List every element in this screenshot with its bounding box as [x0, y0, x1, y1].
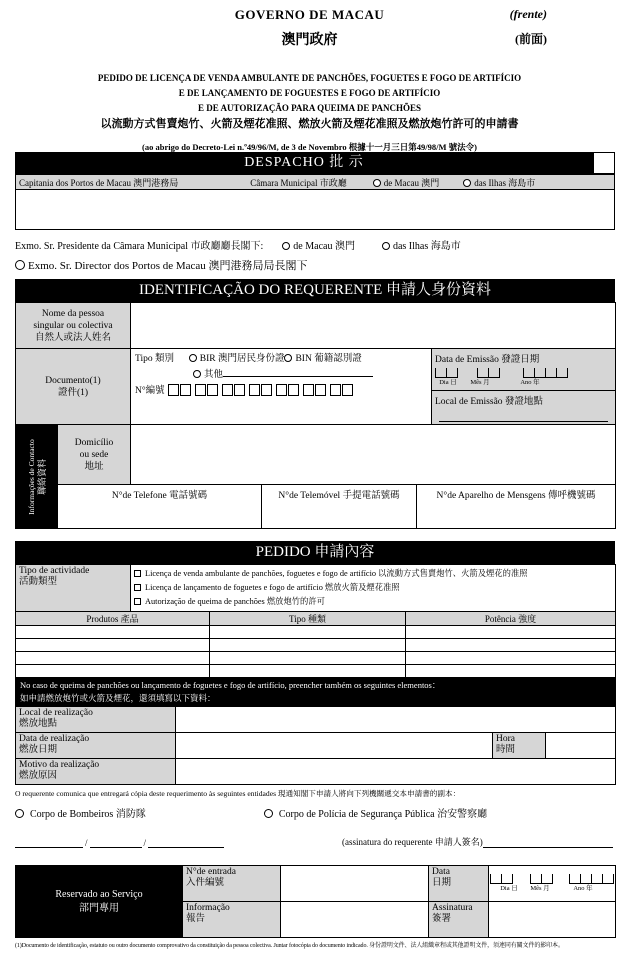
- date-month-field[interactable]: [90, 837, 142, 848]
- radio-bombeiros[interactable]: Corpo de Bombeiros 消防隊: [15, 805, 146, 819]
- data-emissao-label: Data de Emissão 發證日期: [435, 355, 540, 365]
- reservado-title: Reservado ao Serviço 部門專用: [16, 866, 183, 938]
- date-year-field[interactable]: [148, 837, 224, 848]
- product-cell[interactable]: [210, 665, 406, 678]
- telefone-label: N°de Telefone 電話號碼: [111, 491, 208, 501]
- frente-label-zh: (前面): [515, 32, 547, 46]
- footnote: (1)Documento de identificação, estatuto ou outro documento comprovativo da constituição da pessoa colectiva. Juntar fotocópia do documento indicado. 身份證明文件、法人組織章程或其他證明文件，須連同有關文件的影印本。: [15, 943, 564, 949]
- data-realizacao-input[interactable]: [176, 733, 493, 759]
- data-emissao-boxes[interactable]: [435, 368, 612, 378]
- product-cell[interactable]: [210, 626, 406, 639]
- form-title-line1: PEDIDO DE LICENÇA DE VENDA AMBULANTE DE PANCHÕES, FOGUETES E FOGO DE ARTIFÍCIO: [97, 73, 522, 83]
- dia-boxes[interactable]: [490, 874, 513, 884]
- form-title-line2: E DE LANÇAMENTO DE FOGUESTES E FOGO DE ARTIFÍCIO: [178, 88, 441, 98]
- signature-row: / / (assinatura do requerente 申請人簽名): [15, 835, 615, 848]
- radio-icon[interactable]: [382, 242, 390, 250]
- government-title-zh: 澳門政府: [281, 33, 338, 48]
- form-title: [0, 71, 619, 132]
- numero-label: N°編號: [135, 386, 165, 396]
- radio-outros[interactable]: 其他: [193, 370, 223, 380]
- addressee-line-director: Exmo. Sr. Director dos Portos de Macau 澳門港務局局長閣下: [15, 257, 615, 273]
- despacho-write-area[interactable]: [15, 190, 615, 230]
- product-cell[interactable]: [406, 639, 616, 652]
- domicilio-input-cell[interactable]: [131, 425, 616, 485]
- ano-boxes[interactable]: [569, 874, 614, 884]
- entities-row: [15, 805, 615, 819]
- despacho-corner-box[interactable]: [593, 152, 615, 174]
- entrada-label: N°de entrada 入件編號: [183, 866, 281, 902]
- frente-label: (frente): [509, 7, 547, 21]
- option-queima[interactable]: Autorização de queima de panchões 燃放炮竹的許可: [134, 595, 612, 609]
- product-cell[interactable]: [16, 639, 210, 652]
- checkbox-icon[interactable]: [134, 598, 141, 605]
- identificacao-section-bar: IDENTIFICAÇÃO DO REQUERENTE 申請人身份資料: [15, 279, 615, 302]
- local-emissao-label: Local de Emissão 發證地點: [435, 397, 543, 407]
- tipo-label: Tipo 類別: [135, 354, 174, 364]
- radio-bin[interactable]: BIN 葡籍認別證: [284, 354, 361, 364]
- emissao-cell: [432, 349, 616, 425]
- produtos-table: [15, 611, 616, 707]
- motivo-input[interactable]: [176, 759, 616, 785]
- header-row-2: [0, 29, 619, 48]
- despacho-section-bar: [15, 152, 615, 174]
- entrada-input[interactable]: [281, 866, 429, 902]
- radio-icon[interactable]: [284, 354, 292, 362]
- queima-note: No caso de queima de panchões ou lançamento de foguetes e fogo de artifício, preencher também os seguintes elementos： 如申請燃放炮竹或火箭及煙花，還須填寫以下資料：: [16, 678, 616, 707]
- data-realizacao-label: Data de realização 燃放日期: [16, 733, 176, 759]
- assinatura-requerente-label: (assinatura do requerente 申請人簽名): [342, 837, 483, 847]
- outros-input-line[interactable]: [223, 367, 373, 377]
- product-cell[interactable]: [16, 652, 210, 665]
- local-emissao-input-line[interactable]: [439, 409, 608, 422]
- option-lancamento[interactable]: Licença de lançamento de foguetes e fogo de artifício 燃放火箭及煙花准照: [134, 581, 612, 595]
- radio-director-portos[interactable]: [15, 260, 25, 270]
- reservado-assinatura-label: Assinatura 簽署: [429, 902, 489, 938]
- camara-label: Câmara Municipal 市政廳: [250, 177, 347, 188]
- addressee-line-presidente: Exmo. Sr. Presidente da Câmara Municipal 市政廳廳長閣下: de Macau 澳門 das Ilhas 海島市: [15, 241, 461, 252]
- product-cell[interactable]: [406, 652, 616, 665]
- pedido-section-bar: PEDIDO 申請內容: [15, 541, 615, 564]
- reservado-date-boxes[interactable]: [489, 866, 616, 902]
- hora-label: Hora 時間: [493, 733, 546, 759]
- radio-icon[interactable]: [463, 179, 471, 187]
- radio-das-ilhas[interactable]: das Ilhas 海島市: [463, 176, 535, 189]
- col-produtos: Produtos 產品: [16, 612, 210, 626]
- radio-presidente-macau[interactable]: de Macau 澳門: [282, 241, 355, 252]
- radio-bir[interactable]: BIR 澳門居民身份證: [189, 354, 285, 364]
- nome-label: Nome da pessoa singular ou colectiva 自然人或法人姓名: [16, 303, 131, 349]
- date-unit-labels: Dia 日 Mês 月 Ano 年: [500, 885, 593, 892]
- checkbox-icon[interactable]: [134, 584, 141, 591]
- pager-label: N°de Aparelho de Mensgens 傳呼機號碼: [436, 491, 596, 501]
- radio-icon[interactable]: [15, 809, 24, 818]
- radio-icon[interactable]: [282, 242, 290, 250]
- product-cell[interactable]: [406, 665, 616, 678]
- hora-input[interactable]: [546, 733, 616, 759]
- radio-policia[interactable]: Corpo de Polícia de Segurança Pública 治安警察廳: [264, 805, 487, 819]
- telemovel-cell[interactable]: [262, 485, 417, 529]
- reservado-table: [15, 865, 616, 938]
- motivo-label: Motivo da realização 燃放原因: [16, 759, 176, 785]
- radio-icon[interactable]: [189, 354, 197, 362]
- local-emissao-block: [432, 390, 615, 422]
- radio-de-macau[interactable]: de Macau 澳門: [373, 176, 439, 189]
- product-cell[interactable]: [210, 652, 406, 665]
- nome-input-cell[interactable]: [131, 303, 616, 349]
- radio-icon[interactable]: [373, 179, 381, 187]
- contacto-table: [15, 424, 616, 529]
- informacao-label: Informação 報告: [183, 902, 281, 938]
- documento-label: Documento(1) 證件(1): [16, 349, 131, 425]
- date-day-field[interactable]: [15, 837, 83, 848]
- ano-boxes[interactable]: [523, 368, 568, 378]
- identificacao-table: [15, 302, 616, 425]
- product-cell[interactable]: [210, 639, 406, 652]
- capitania-label: Capitania dos Portos de Macau 澳門港務局: [19, 177, 179, 188]
- header-row-1: [0, 6, 619, 25]
- actividade-table: [15, 564, 616, 612]
- reservado-assinatura-input[interactable]: [489, 902, 616, 938]
- numero-digit-boxes[interactable]: [167, 384, 353, 402]
- documento-tipo-cell: [131, 349, 432, 425]
- form-title-zh: 以流動方式售賣炮竹、火箭及煙花准照、燃放火箭及煙花准照及燃放炮竹許可的申請書: [100, 118, 519, 130]
- col-potencia: Potência 強度: [406, 612, 616, 626]
- dia-boxes[interactable]: [435, 368, 458, 378]
- despacho-entities-row: [15, 174, 615, 190]
- actividade-options: [131, 565, 616, 612]
- product-cell[interactable]: [16, 626, 210, 639]
- radio-icon[interactable]: [264, 809, 273, 818]
- assinatura-input-line[interactable]: [483, 837, 613, 848]
- telemovel-label: N°de Telemóvel 手提電話號碼: [278, 491, 400, 501]
- domicilio-label: Domicílio ou sede 地址: [58, 425, 131, 485]
- product-cell[interactable]: [406, 626, 616, 639]
- government-title-pt: GOVERNO DE MACAU: [234, 7, 385, 22]
- local-realizacao-input[interactable]: [176, 707, 616, 733]
- local-realizacao-label: Local de realização 燃放地點: [16, 707, 176, 733]
- pager-cell[interactable]: [417, 485, 616, 529]
- realizacao-table: [15, 706, 616, 785]
- mes-boxes[interactable]: [530, 874, 553, 884]
- informacao-input[interactable]: [281, 902, 429, 938]
- radio-presidente-ilhas[interactable]: das Ilhas 海島市: [382, 241, 461, 252]
- reservado-data-label: Data 日期: [429, 866, 489, 902]
- decree-reference: (ao abrigo do Decreto-Lei n.º49/96/M, de 3 de Novembro 根據十一月三日第49/98/M 號法令): [142, 142, 477, 152]
- checkbox-icon[interactable]: [134, 570, 141, 577]
- radio-icon[interactable]: [193, 370, 201, 378]
- despacho-title: DESPACHO 批 示: [15, 152, 593, 174]
- product-cell[interactable]: [16, 665, 210, 678]
- mes-boxes[interactable]: [477, 368, 500, 378]
- col-tipo: Tipo 種類: [210, 612, 406, 626]
- form-title-line3: E DE AUTORIZAÇÃO PARA QUEIMA DE PANCHÕES: [197, 103, 422, 113]
- date-unit-labels: Dia 日 Mês 月 Ano 年: [439, 379, 540, 386]
- telefone-cell[interactable]: [58, 485, 262, 529]
- option-venda-ambulante[interactable]: Licença de venda ambulante de panchões, foguetes e fogo de artifício 以流動方式售賣炮竹、火箭及煙花的准照: [134, 567, 612, 581]
- actividade-label: Tipo de actividade 活動類型: [16, 565, 131, 612]
- contacto-vertical-label: Informações de Contacto 聯絡資料: [16, 425, 58, 529]
- comunica-statement: O requerente comunica que entregará cópia deste requerimento às seguintes entidades 現通知閣下申請人將向下列機關遞交本申請書的副本：: [15, 789, 461, 798]
